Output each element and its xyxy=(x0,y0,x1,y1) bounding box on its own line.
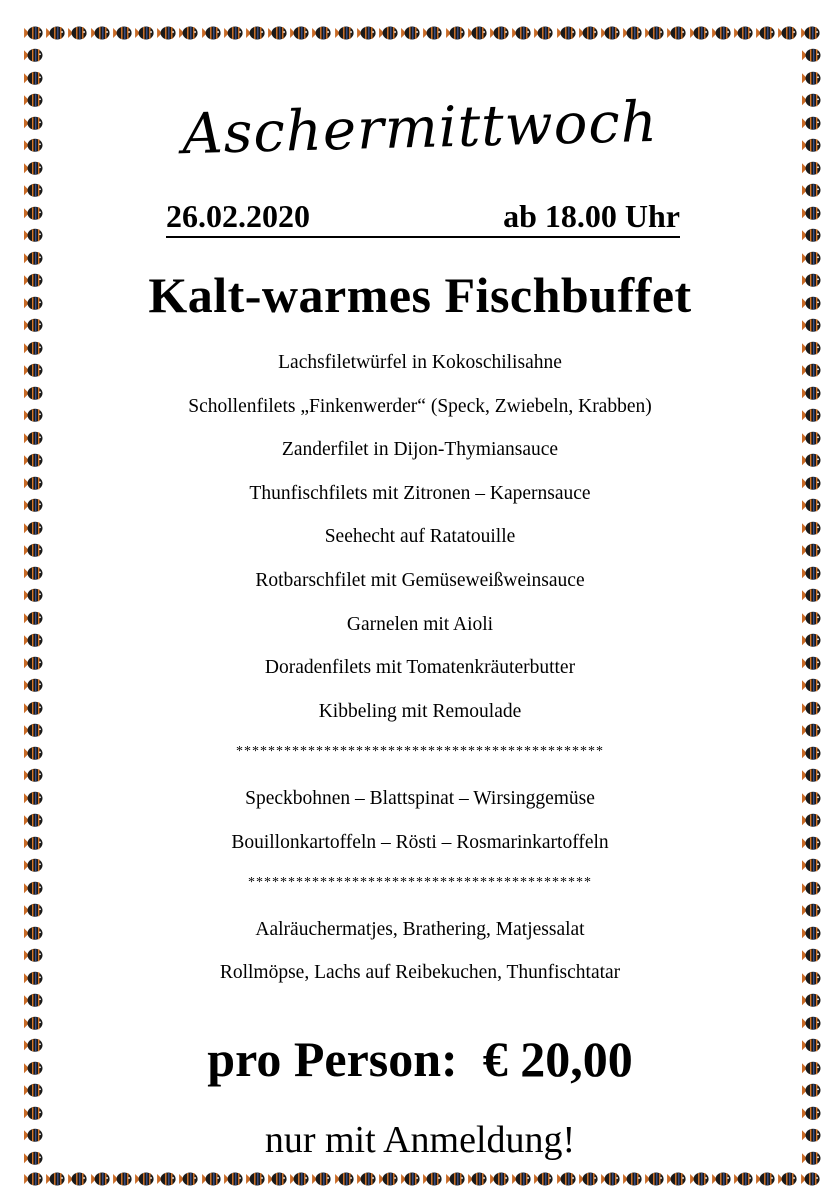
striped-fish-icon xyxy=(22,674,44,697)
striped-fish-icon xyxy=(800,967,822,990)
striped-fish-icon xyxy=(800,1034,822,1057)
striped-fish-icon xyxy=(22,44,44,67)
striped-fish-icon xyxy=(800,584,822,607)
striped-fish-icon xyxy=(800,202,822,225)
striped-fish-icon xyxy=(22,112,44,135)
menu-item: Lachsfiletwürfel in Kokoschilisahne xyxy=(278,352,562,373)
striped-fish-icon xyxy=(800,1124,822,1147)
menu-separator: ******************************************* xyxy=(248,875,592,891)
menu-item: Bouillonkartoffeln – Rösti – Rosmarinkartoffeln xyxy=(231,831,609,853)
striped-fish-icon xyxy=(22,742,44,765)
striped-fish-icon xyxy=(22,179,44,202)
event-time: ab 18.00 Uhr xyxy=(503,198,680,234)
striped-fish-icon xyxy=(22,877,44,900)
menu-item: Schollenfilets „Finkenwerder“ (Speck, Zwiebeln, Krabben) xyxy=(188,395,652,417)
striped-fish-icon xyxy=(800,247,822,270)
buffet-headline: Kalt-warmes Fischbuffet xyxy=(148,267,692,323)
striped-fish-icon xyxy=(22,202,44,225)
striped-fish-icon xyxy=(22,719,44,742)
menu-item: Garnelen mit Aioli xyxy=(346,613,494,635)
menu-item: Seehecht auf Ratatouille xyxy=(324,526,516,548)
striped-fish-icon xyxy=(22,314,44,337)
striped-fish-icon xyxy=(800,179,822,202)
fish-border-right xyxy=(800,44,822,1168)
striped-fish-icon xyxy=(800,1057,822,1080)
striped-fish-icon xyxy=(800,652,822,675)
striped-fish-icon xyxy=(800,764,822,787)
striped-fish-icon xyxy=(800,674,822,697)
striped-fish-icon xyxy=(800,989,822,1012)
striped-fish-icon xyxy=(22,404,44,427)
menu-item: Doradenfilets mit Tomatenkräuterbutter xyxy=(264,657,576,679)
striped-fish-icon xyxy=(22,134,44,157)
striped-fish-icon xyxy=(22,22,44,44)
striped-fish-icon xyxy=(22,652,44,675)
striped-fish-icon xyxy=(22,629,44,652)
striped-fish-icon xyxy=(800,224,822,247)
striped-fish-icon xyxy=(799,22,821,44)
date-time-line xyxy=(166,196,680,238)
striped-fish-icon xyxy=(800,517,822,540)
striped-fish-icon xyxy=(22,292,44,315)
striped-fish-icon xyxy=(22,764,44,787)
striped-fish-icon xyxy=(22,967,44,990)
striped-fish-icon xyxy=(22,832,44,855)
striped-fish-icon xyxy=(800,427,822,450)
striped-fish-icon xyxy=(800,404,822,427)
striped-fish-icon xyxy=(800,292,822,315)
menu-item: Zanderfilet in Dijon-Thymiansauce xyxy=(281,439,559,461)
striped-fish-icon xyxy=(800,607,822,630)
striped-fish-icon xyxy=(800,44,822,67)
striped-fish-icon xyxy=(22,1012,44,1035)
flyer-content xyxy=(44,0,796,1200)
striped-fish-icon xyxy=(22,944,44,967)
striped-fish-icon xyxy=(22,809,44,832)
striped-fish-icon xyxy=(22,1102,44,1125)
striped-fish-icon xyxy=(22,1079,44,1102)
striped-fish-icon xyxy=(800,922,822,945)
striped-fish-icon xyxy=(800,314,822,337)
striped-fish-icon xyxy=(22,224,44,247)
striped-fish-icon xyxy=(800,269,822,292)
menu-item: Kibbeling mit Remoulade xyxy=(318,700,522,722)
menu-separator: ********************************************** xyxy=(236,744,604,760)
striped-fish-icon xyxy=(22,337,44,360)
striped-fish-icon xyxy=(800,787,822,810)
striped-fish-icon xyxy=(22,1168,44,1190)
striped-fish-icon xyxy=(800,134,822,157)
striped-fish-icon xyxy=(800,539,822,562)
striped-fish-icon xyxy=(22,539,44,562)
striped-fish-icon xyxy=(22,607,44,630)
striped-fish-icon xyxy=(22,427,44,450)
striped-fish-icon xyxy=(22,989,44,1012)
striped-fish-icon xyxy=(22,899,44,922)
striped-fish-icon xyxy=(22,449,44,472)
striped-fish-icon xyxy=(800,1102,822,1125)
striped-fish-icon xyxy=(22,517,44,540)
striped-fish-icon xyxy=(799,1168,821,1190)
menu-item: Rotbarschfilet mit Gemüseweißweinsauce xyxy=(255,569,585,591)
event-date: 26.02.2020 xyxy=(166,198,310,234)
striped-fish-icon xyxy=(800,472,822,495)
striped-fish-icon xyxy=(22,382,44,405)
striped-fish-icon xyxy=(800,944,822,967)
striped-fish-icon xyxy=(22,854,44,877)
menu-item: Aalräuchermatjes, Brathering, Matjessalat xyxy=(255,918,585,940)
striped-fish-icon xyxy=(800,742,822,765)
striped-fish-icon xyxy=(800,382,822,405)
striped-fish-icon xyxy=(800,157,822,180)
striped-fish-icon xyxy=(22,922,44,945)
striped-fish-icon xyxy=(800,697,822,720)
striped-fish-icon xyxy=(22,584,44,607)
striped-fish-icon xyxy=(22,359,44,382)
striped-fish-icon xyxy=(22,697,44,720)
striped-fish-icon xyxy=(800,719,822,742)
striped-fish-icon xyxy=(22,472,44,495)
fish-border-left xyxy=(22,44,44,1168)
striped-fish-icon xyxy=(22,1034,44,1057)
striped-fish-icon xyxy=(22,787,44,810)
striped-fish-icon xyxy=(800,899,822,922)
striped-fish-icon xyxy=(22,269,44,292)
striped-fish-icon xyxy=(22,89,44,112)
menu-item: Rollmöpse, Lachs auf Reibekuchen, Thunfischtatar xyxy=(219,962,621,984)
striped-fish-icon xyxy=(22,67,44,90)
striped-fish-icon xyxy=(800,877,822,900)
striped-fish-icon xyxy=(800,629,822,652)
striped-fish-icon xyxy=(800,1012,822,1035)
striped-fish-icon xyxy=(800,809,822,832)
striped-fish-icon xyxy=(800,112,822,135)
striped-fish-icon xyxy=(800,337,822,360)
striped-fish-icon xyxy=(22,1057,44,1080)
striped-fish-icon xyxy=(22,1124,44,1147)
striped-fish-icon xyxy=(800,359,822,382)
striped-fish-icon xyxy=(22,1147,44,1169)
striped-fish-icon xyxy=(22,562,44,585)
striped-fish-icon xyxy=(800,67,822,90)
striped-fish-icon xyxy=(800,832,822,855)
registration-note: nur mit Anmeldung! xyxy=(264,1119,576,1161)
striped-fish-icon xyxy=(800,89,822,112)
striped-fish-icon xyxy=(800,1147,822,1169)
price-line: pro Person: € 20,00 xyxy=(207,1031,633,1087)
striped-fish-icon xyxy=(800,449,822,472)
menu-list xyxy=(44,348,796,1002)
striped-fish-icon xyxy=(800,854,822,877)
menu-item: Speckbohnen – Blattspinat – Wirsinggemüse xyxy=(245,787,595,809)
event-title: Aschermittwoch xyxy=(181,89,659,168)
menu-item: Thunfischfilets mit Zitronen – Kapernsauce xyxy=(249,482,591,504)
striped-fish-icon xyxy=(800,562,822,585)
striped-fish-icon xyxy=(22,494,44,517)
striped-fish-icon xyxy=(22,157,44,180)
striped-fish-icon xyxy=(800,494,822,517)
striped-fish-icon xyxy=(800,1079,822,1102)
striped-fish-icon xyxy=(22,247,44,270)
